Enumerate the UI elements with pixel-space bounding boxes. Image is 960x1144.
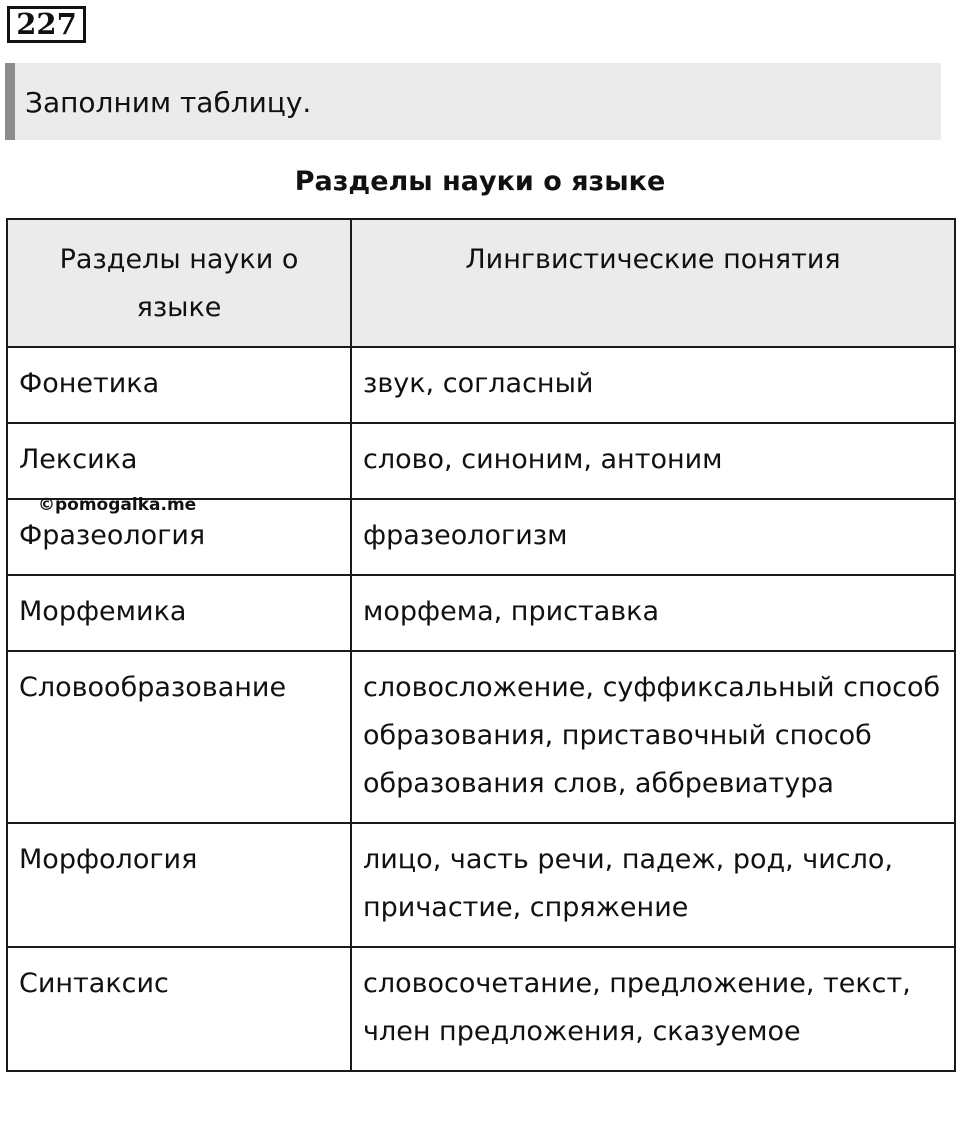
table-row xyxy=(7,947,955,1071)
header-sections: Разделы науки о языке xyxy=(7,219,351,347)
concepts-cell: словосочетание, предложение, текст, член предложения, сказуемое xyxy=(351,947,955,1071)
concepts-cell: звук, согласный xyxy=(351,347,955,423)
table-title: Разделы науки о языке xyxy=(294,166,666,197)
note-text: Заполним таблицу. xyxy=(25,86,312,119)
concepts-cell: фразеологизм xyxy=(351,499,955,575)
table-row xyxy=(7,347,955,423)
header-concepts: Лингвистические понятия xyxy=(351,219,955,347)
table-row xyxy=(7,823,955,947)
concepts-cell: слово, синоним, антоним xyxy=(351,423,955,499)
section-cell: Фразеология xyxy=(7,499,351,575)
section-cell: Лексика xyxy=(7,423,351,499)
table-header-row xyxy=(7,219,955,347)
language-sections-table xyxy=(6,218,956,1072)
section-cell: Морфемика xyxy=(7,575,351,651)
section-cell: Словообразование xyxy=(7,651,351,823)
note-callout xyxy=(5,63,941,140)
section-cell: Синтаксис xyxy=(7,947,351,1071)
task-number: 227 xyxy=(7,6,86,43)
watermark: ©pomogalka.me xyxy=(38,495,197,515)
table-row xyxy=(7,575,955,651)
table-row xyxy=(7,651,955,823)
section-cell: Морфология xyxy=(7,823,351,947)
concepts-cell: словосложение, суффиксальный способ образования, приставочный способ образования слов, аббревиатура xyxy=(351,651,955,823)
concepts-cell: морфема, приставка xyxy=(351,575,955,651)
table-row xyxy=(7,423,955,499)
concepts-cell: лицо, часть речи, падеж, род, число, причастие, спряжение xyxy=(351,823,955,947)
section-cell: Фонетика xyxy=(7,347,351,423)
